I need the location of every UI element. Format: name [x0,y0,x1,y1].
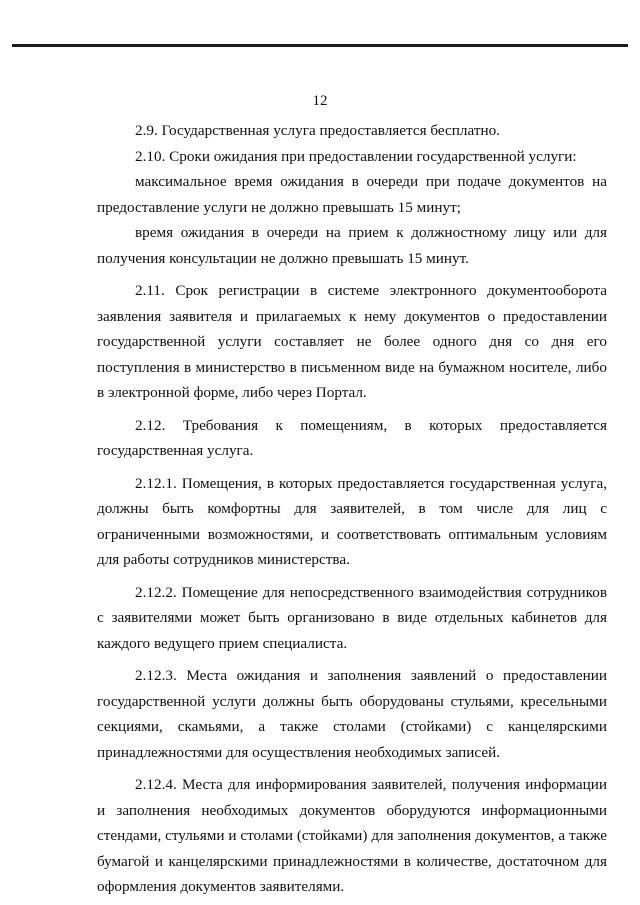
paragraph-2-12-4: 2.12.4. Места для информирования заявителей, получения информации и заполнения необходимых документов оборудуются информационными стендами, стульями и столами (стойками) для заполнения документов, а также бумагой и канцелярскими принадлежностями в количестве, достаточном для оформления документов заявителями. [97,776,607,895]
paragraph-2-11: 2.11. Срок регистрации в системе электронного документооборота заявления заявителя и прилагаемых к нему документов о предоставлении государственной услуги составляет не более одного дня со дня его поступления в министерство в письменном виде на бумажном носителе, либо в электронной форме, либо через Портал. [97,282,607,401]
paragraph-2-10-consult-wait: время ожидания в очереди на прием к должностному лицу или для получения консультации не должно превышать 15 минут. [97,224,607,267]
header-rule [12,44,628,47]
paragraph-2-12-3: 2.12.3. Места ожидания и заполнения заявлений о предоставлении государственной услуги должны быть оборудованы стульями, кресельными секциями, скамьями, а также столами (стойками) с канцелярскими принадлежностями для осуществления необходимых записей. [97,667,607,761]
paragraph-2-9: 2.9. Государственная услуга предоставляется бесплатно. [135,122,500,139]
page-number: 12 [312,93,328,109]
paragraph-2-10: 2.10. Сроки ожидания при предоставлении государственной услуги: [135,147,577,165]
paragraph-2-10-max-wait: максимальное время ожидания в очереди при подаче документов на предоставление услуги не должно превышать 15 минут; [97,173,607,216]
paragraph-2-12: 2.12. Требования к помещениям, в которых предоставляется государственная услуга. [97,416,607,459]
paragraph-2-12-2: 2.12.2. Помещение для непосредственного взаимодействия сотрудников с заявителями может быть организовано в виде отдельных кабинетов для каждого ведущего прием специалиста. [97,583,607,652]
paragraph-2-12-1: 2.12.1. Помещения, в которых предоставляется государственная услуга, должны быть комфортны для заявителей, в том числе для лиц с ограниченными возможностями, и соответствовать оптимальным условиям для работы сотрудников министерства. [97,474,607,568]
document-body [97,118,607,900]
